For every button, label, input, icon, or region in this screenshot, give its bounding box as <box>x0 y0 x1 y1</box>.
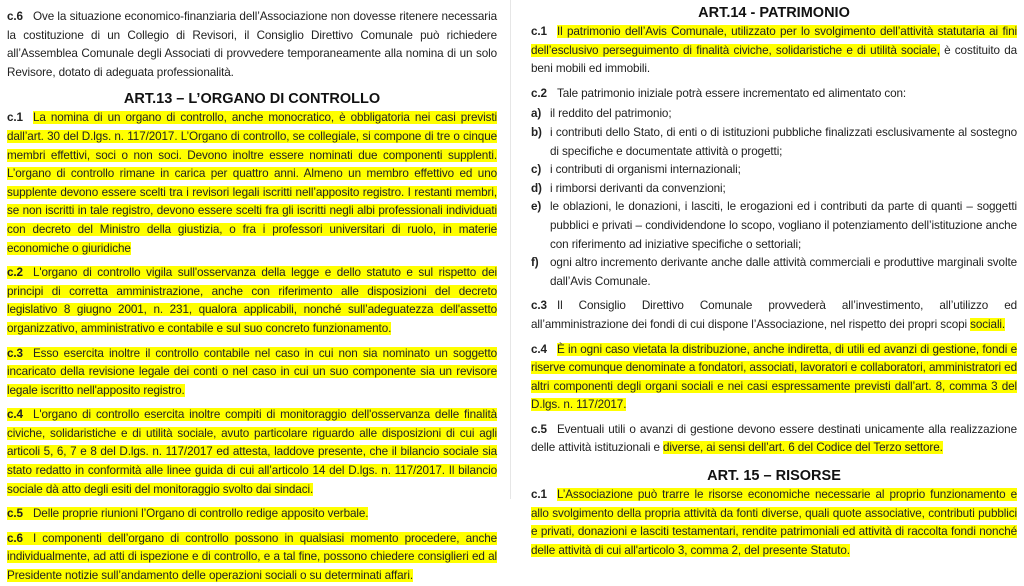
list-text: i contributi dello Stato, di enti o di istituzioni pubbliche finalizzati esclusivamente al sostegno di specifiche e documentate attività o progetti; <box>550 125 1017 158</box>
list-label: b) <box>531 125 542 139</box>
paragraph-art13-c4 <box>7 406 497 499</box>
paragraph-art13-c2 <box>7 264 497 338</box>
list-item <box>531 105 1017 124</box>
right-page <box>531 0 1018 557</box>
paragraph-art13-c6 <box>7 530 497 586</box>
list-item <box>531 124 1017 161</box>
paragraph-number: c.5 <box>531 422 547 436</box>
article-15-title: ART. 15 – RISORSE <box>707 468 841 485</box>
highlighted-text: sociali. <box>970 317 1006 331</box>
highlighted-text: L'organo di controllo vigila sull'osservanza della legge e dello statuto e sul rispetto dei principi di corretta amministrazione, anche con riferimento alle disposizioni del decreto legislativo 8 giugno 2001, n. 231, qualora applicabili, nonché sull’adeguatezza dell'assetto organizzativo, amministrativo e contabile e sul suo concreto funzionamento. <box>7 266 497 335</box>
list-item <box>531 198 1017 254</box>
paragraph-number: c.2 <box>531 86 547 100</box>
paragraph-text: Ove la situazione economico-finanziaria dell’Associazione non dovesse ritenere necessaria la costituzione di un Collegio di Revisori, il Consiglio Direttivo Comunale può richiedere all’Assemblea Comunale degli Associati di provvedere temporaneamente alla nomina di un solo Revisore, dotato di adeguata professionalità. <box>7 10 497 79</box>
list-item <box>531 180 1017 199</box>
paragraph-text: Il Consiglio Direttivo Comunale provvederà all’investimento, all’utilizzo ed all’amministrazione dei fondi di cui dispone l’Associazione, nel rispetto dei propri scopi <box>531 299 1017 331</box>
paragraph-art13-c5 <box>7 505 497 524</box>
list-text: le oblazioni, le donazioni, i lasciti, le erogazioni ed i contributi da parte di quanti – soggetti pubblici e privati – condividendone lo scopo, vogliano il potenziamento dell’istituzione anche con riferimento ad iniziative specifiche o settoriali; <box>550 200 1017 251</box>
paragraph-c6-intro <box>7 8 497 82</box>
list-label: c) <box>531 163 542 177</box>
article-13-title: ART.13 – L’ORGANO DI CONTROLLO <box>123 91 381 108</box>
paragraph-number: c.3 <box>7 346 23 360</box>
paragraph-number: c.4 <box>531 342 547 356</box>
paragraph-art15-c1 <box>531 486 1017 560</box>
paragraph-number: c.2 <box>7 266 23 280</box>
paragraph-art13-c3 <box>7 345 497 401</box>
paragraph-number: c.1 <box>7 111 23 125</box>
list-label: e) <box>531 200 542 214</box>
highlighted-text: diverse, ai sensi dell’art. 6 del Codice del Terzo settore. <box>663 441 943 455</box>
paragraph-number: c.1 <box>531 25 547 38</box>
patrimonio-sources-list <box>531 105 1017 291</box>
highlighted-text: L’Associazione può trarre le risorse economiche necessarie al proprio funzionamento e allo svolgimento della propria attività da fonti diverse, quali quote associative, contributi pubblici e privati, donazioni e lasciti testamentari, rendite patrimoniali ed attività di raccolta fondi nonché delle attività di cui all'articolo 3, comma 2, del presente Statuto. <box>531 488 1017 557</box>
highlighted-text: I componenti dell’organo di controllo possono in qualsiasi momento procedere, anche individualmente, ad atti di ispezione e di controllo, e a tal fine, possono chiedere consiglieri ed al Presidente notizie sull’andamento delle operazioni sociali o su determinati affari. <box>7 531 497 583</box>
highlighted-text: Il patrimonio dell’Avis Comunale, utilizzato per lo svolgimento dell’attività statutaria ai fini dell’esclusivo perseguimento di finalità civiche, solidaristiche e di utilità sociale, <box>531 25 1017 57</box>
highlighted-text: La nomina di un organo di controllo, anche monocratico, è obbligatoria nei casi previsti dall’art. 30 del D.lgs. n. 117/2017. L’Organo di controllo, se collegiale, si compone di tre o cinque membri effettivi, soci o non soci. Devono inoltre essere nominati due componenti supplenti. L’organo di controllo rimane in carica per quattro anni. Almeno un membro effettivo ed uno supplente devono essere scelti tra i revisori legali iscritti nell’apposito registro. I restanti membri, se non iscritti in tale registro, devono essere scelti fra gli iscritti negli albi professionali individuati con decreto del Ministro della giustizia, o fra i professori universitari di ruolo, in materie economiche o giuridiche <box>7 111 497 255</box>
paragraph-number: c.5 <box>7 507 23 521</box>
paragraph-art14-c5 <box>531 421 1017 458</box>
list-text: il reddito del patrimonio; <box>550 107 672 121</box>
page-divider <box>510 0 511 499</box>
list-label: a) <box>531 107 542 121</box>
paragraph-number: c.6 <box>7 10 23 23</box>
paragraph-art13-c1 <box>7 109 497 258</box>
paragraph-text: è costituito da beni mobili ed immobili. <box>531 43 1018 76</box>
paragraph-art14-c1 <box>531 23 1017 79</box>
paragraph-number: c.6 <box>7 531 23 545</box>
highlighted-text: Esso esercita inoltre il controllo contabile nel caso in cui non sia nominato un soggetto incaricato della revisione legale dei conti o nel caso in cui un suo componente sia un revisore legale iscritto nell'apposito registro. <box>7 346 497 397</box>
list-label: f) <box>531 256 539 270</box>
paragraph-text: Eventuali utili o avanzi di gestione devono essere destinati unicamente alla realizzazione delle attività istituzionali e <box>531 422 1017 455</box>
article-14-title: ART.14 - PATRIMONIO <box>698 5 850 21</box>
paragraph-art14-c4 <box>531 341 1017 415</box>
highlighted-text: Delle proprie riunioni l’Organo di controllo redige apposito verbale. <box>32 507 369 521</box>
paragraph-text: Tale patrimonio iniziale potrà essere incrementato ed alimentato con: <box>556 86 907 100</box>
list-label: d) <box>531 181 542 195</box>
list-text: i rimborsi derivanti da convenzioni; <box>550 181 726 195</box>
list-item <box>531 254 1017 291</box>
paragraph-number: c.4 <box>7 408 23 422</box>
left-page <box>7 0 497 583</box>
paragraph-art14-c2 <box>531 85 1017 104</box>
list-text: i contributi di organismi internazionali; <box>550 163 741 177</box>
list-text: ogni altro incremento derivante anche dalle attività commerciali e produttive marginali svolte dall’Avis Comunale. <box>550 256 1017 288</box>
list-item <box>531 161 1017 180</box>
paragraph-number: c.3 <box>531 299 547 313</box>
paragraph-number: c.1 <box>531 488 547 502</box>
highlighted-text: L'organo di controllo esercita inoltre compiti di monitoraggio dell'osservanza delle finalità civiche, solidaristiche e di utilità sociale, avuto particolare riguardo alle disposizioni di cui agli articoli 5, 6, 7 e 8 del D.lgs. n. 117/2017 ed attesta, laddove presente, che il bilancio sociale sia stato redatto in conformità alle linee guida di cui all’articolo 14 del D.lgs. n. 117/2017. Il bilancio sociale dà atto degli esiti del monitoraggio svolto dai sindaci. <box>7 408 497 496</box>
paragraph-art14-c3 <box>531 297 1017 334</box>
highlighted-text: È in ogni caso vietata la distribuzione, anche indiretta, di utili ed avanzi di gestione, fondi e riserve comunque denominate a fondatori, associati, lavoratori e collaboratori, amministratori ed altri componenti degli organi sociali e nei casi espressamente previsti dall’art. 8, comma 3 del D.lgs. n. 117/2017. <box>531 342 1017 412</box>
